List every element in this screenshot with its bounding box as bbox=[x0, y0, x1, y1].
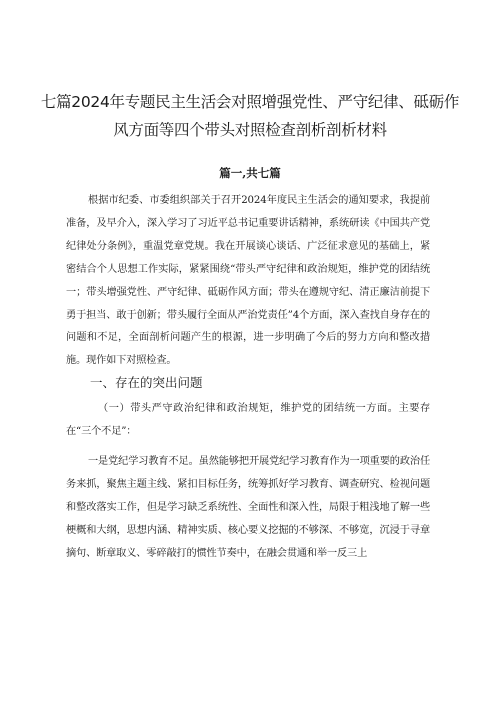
intro-paragraph: 根据市纪委、市委组织部关于召开2024年度民主生活会的通知要求，我提前准备，及早介入，深入学习了习近平总书记重要讲话精神，系统研读《中国共产党纪律处分条例》，重温党章党规。我在开展谈心谈话、广泛征求意见的基础上，紧密结合个人思想工作实际，紧紧围绕“带头严守纪律和政治规矩，维护党的团结统一；带头增强党性、严守纪律、砥砺作风方面；带头在遵规守纪、清正廉洁前提下勇于担当、敢于创新；带头履行全面从严治党责任”4个方面，深入查找自身存在的问题和不足，全面剖析问题产生的根源，进一步明确了今后的努力方向和整改措施。现作如下对照检查。 bbox=[66, 195, 430, 367]
document-subtitle: 篇一,共七篇 bbox=[219, 166, 281, 180]
subsection-paragraph: （一）带头严守政治纪律和政治规矩，维护党的团结统一方面。主要存在“三个不足”： bbox=[66, 403, 430, 437]
document-title: 七篇2024年专题民主生活会对照增强党性、严守纪律、砥砺作风方面等四个带头对照检查剖析剖析材料 bbox=[40, 93, 460, 139]
point-one-paragraph: 一是党纪学习教育不足。虽然能够把开展党纪学习教育作为一项重要的政治任务来抓，聚焦主题主线、紧扣目标任务，统筹抓好学习教育、调查研究、检视问题和整改落实工作，但是学习缺乏系统性、全面性和深入性，局限于粗浅地了解一些梗概和大纲，思想内涵、精神实质、核心要义挖掘的不够深、不够宽，沉浸于寻章摘句、断章取义、零碎敲打的惯性节奏中，在融会贯通和举一反三上 bbox=[66, 456, 430, 559]
section-heading: 一、存在的突出问题 bbox=[90, 375, 203, 390]
